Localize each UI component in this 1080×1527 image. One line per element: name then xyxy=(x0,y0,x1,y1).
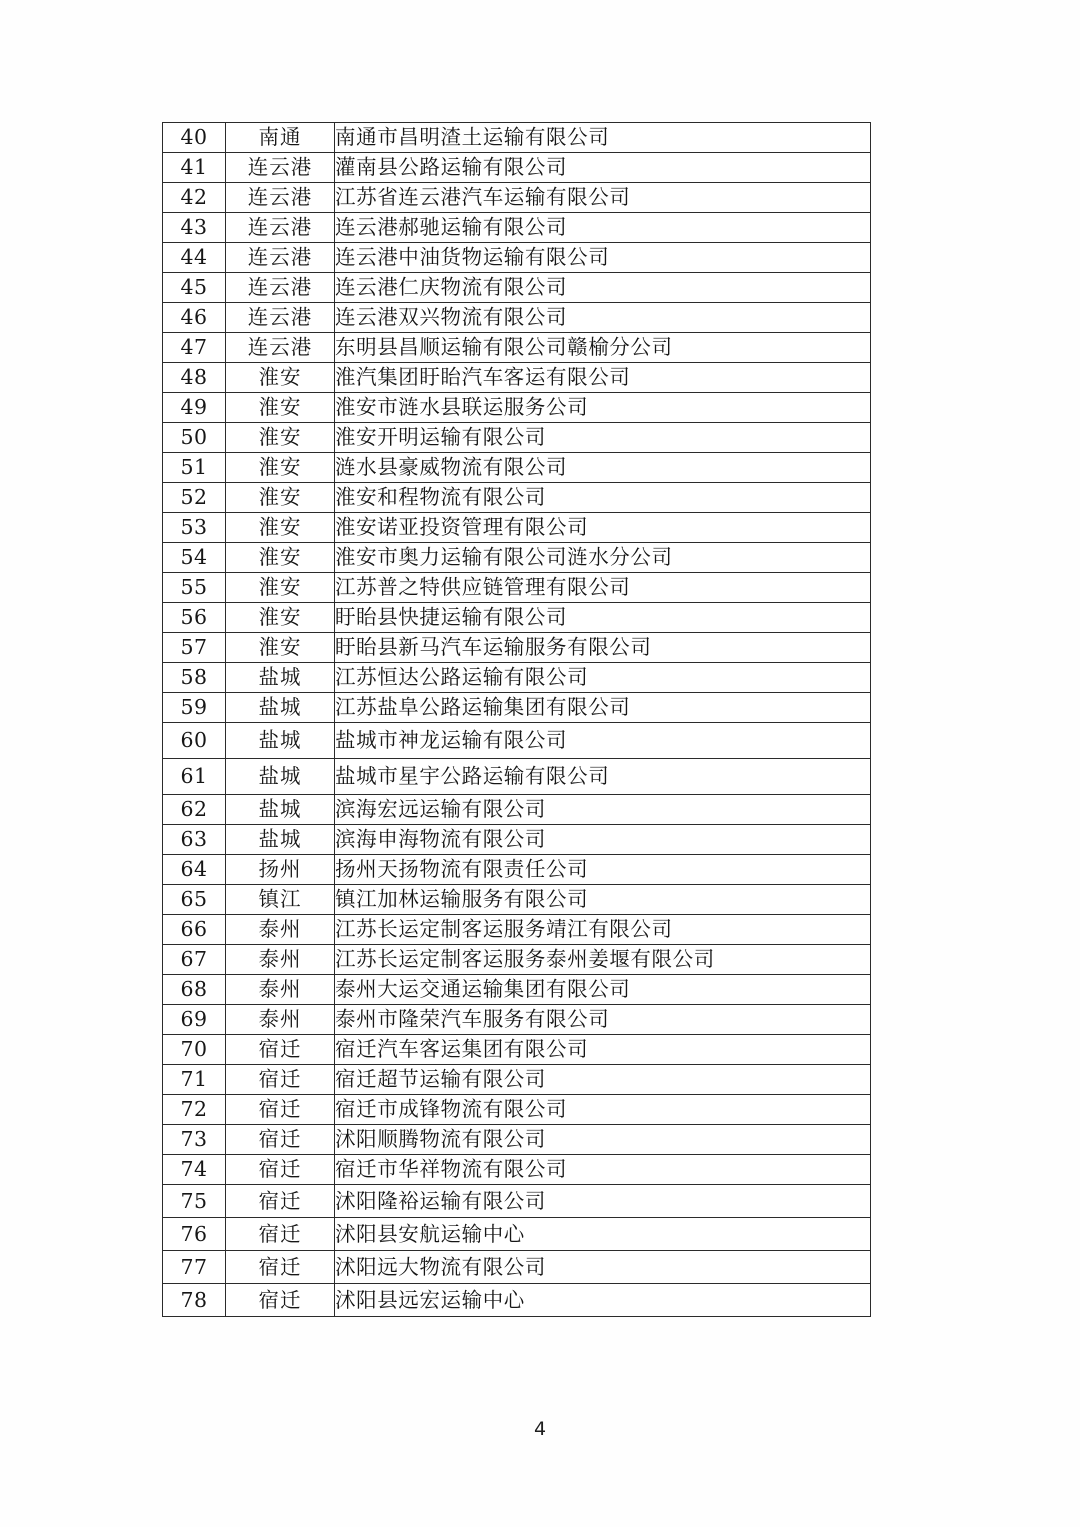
row-city-cell: 宿迁 xyxy=(226,1284,335,1317)
row-city-cell: 宿迁 xyxy=(226,1155,335,1185)
row-city-cell: 淮安 xyxy=(226,573,335,603)
row-index-cell: 47 xyxy=(163,333,226,363)
row-index-cell: 49 xyxy=(163,393,226,423)
row-city-cell: 盐城 xyxy=(226,723,335,759)
row-index-cell: 57 xyxy=(163,633,226,663)
table-row xyxy=(163,303,871,333)
row-company-name-cell: 沭阳县安航运输中心 xyxy=(335,1218,871,1251)
row-index-cell: 48 xyxy=(163,363,226,393)
table-row xyxy=(163,1065,871,1095)
row-city-cell: 盐城 xyxy=(226,759,335,795)
row-city-cell: 宿迁 xyxy=(226,1251,335,1284)
row-city-cell: 宿迁 xyxy=(226,1065,335,1095)
row-index-cell: 67 xyxy=(163,945,226,975)
row-index-cell: 53 xyxy=(163,513,226,543)
row-index-cell: 68 xyxy=(163,975,226,1005)
row-city-cell: 淮安 xyxy=(226,603,335,633)
row-city-cell: 宿迁 xyxy=(226,1218,335,1251)
table-row xyxy=(163,453,871,483)
row-company-name-cell: 连云港仁庆物流有限公司 xyxy=(335,273,871,303)
row-city-cell: 宿迁 xyxy=(226,1095,335,1125)
row-company-name-cell: 宿迁市华祥物流有限公司 xyxy=(335,1155,871,1185)
row-company-name-cell: 沭阳顺腾物流有限公司 xyxy=(335,1125,871,1155)
roster-table-container xyxy=(162,122,870,1317)
table-row xyxy=(163,1284,871,1317)
table-row xyxy=(163,663,871,693)
row-index-cell: 65 xyxy=(163,885,226,915)
row-company-name-cell: 盱眙县快捷运输有限公司 xyxy=(335,603,871,633)
table-row xyxy=(163,1035,871,1065)
row-city-cell: 淮安 xyxy=(226,633,335,663)
table-row xyxy=(163,183,871,213)
row-index-cell: 60 xyxy=(163,723,226,759)
row-city-cell: 连云港 xyxy=(226,183,335,213)
row-city-cell: 宿迁 xyxy=(226,1185,335,1218)
row-index-cell: 62 xyxy=(163,795,226,825)
table-row xyxy=(163,885,871,915)
table-row xyxy=(163,1005,871,1035)
row-company-name-cell: 盱眙县新马汽车运输服务有限公司 xyxy=(335,633,871,663)
table-row xyxy=(163,603,871,633)
row-company-name-cell: 江苏长运定制客运服务泰州姜堰有限公司 xyxy=(335,945,871,975)
row-city-cell: 淮安 xyxy=(226,393,335,423)
row-company-name-cell: 滨海申海物流有限公司 xyxy=(335,825,871,855)
row-city-cell: 淮安 xyxy=(226,483,335,513)
row-city-cell: 扬州 xyxy=(226,855,335,885)
row-index-cell: 63 xyxy=(163,825,226,855)
table-row xyxy=(163,1155,871,1185)
row-company-name-cell: 江苏省连云港汽车运输有限公司 xyxy=(335,183,871,213)
row-index-cell: 77 xyxy=(163,1251,226,1284)
row-company-name-cell: 江苏恒达公路运输有限公司 xyxy=(335,663,871,693)
row-index-cell: 52 xyxy=(163,483,226,513)
row-city-cell: 南通 xyxy=(226,123,335,153)
row-company-name-cell: 淮安诺亚投资管理有限公司 xyxy=(335,513,871,543)
row-city-cell: 连云港 xyxy=(226,213,335,243)
row-index-cell: 42 xyxy=(163,183,226,213)
row-company-name-cell: 江苏盐阜公路运输集团有限公司 xyxy=(335,693,871,723)
row-index-cell: 55 xyxy=(163,573,226,603)
row-city-cell: 泰州 xyxy=(226,915,335,945)
row-company-name-cell: 沭阳远大物流有限公司 xyxy=(335,1251,871,1284)
row-index-cell: 64 xyxy=(163,855,226,885)
row-city-cell: 宿迁 xyxy=(226,1035,335,1065)
row-company-name-cell: 连云港中油货物运输有限公司 xyxy=(335,243,871,273)
row-company-name-cell: 淮安市涟水县联运服务公司 xyxy=(335,393,871,423)
table-row xyxy=(163,393,871,423)
row-company-name-cell: 滨海宏远运输有限公司 xyxy=(335,795,871,825)
row-index-cell: 40 xyxy=(163,123,226,153)
table-row xyxy=(163,723,871,759)
table-row xyxy=(163,1095,871,1125)
row-index-cell: 43 xyxy=(163,213,226,243)
row-company-name-cell: 东明县昌顺运输有限公司赣榆分公司 xyxy=(335,333,871,363)
table-row xyxy=(163,423,871,453)
row-company-name-cell: 淮安开明运输有限公司 xyxy=(335,423,871,453)
table-row xyxy=(163,483,871,513)
row-index-cell: 61 xyxy=(163,759,226,795)
row-index-cell: 75 xyxy=(163,1185,226,1218)
row-index-cell: 45 xyxy=(163,273,226,303)
row-company-name-cell: 淮安和程物流有限公司 xyxy=(335,483,871,513)
row-city-cell: 淮安 xyxy=(226,543,335,573)
table-row xyxy=(163,273,871,303)
row-company-name-cell: 盐城市星宇公路运输有限公司 xyxy=(335,759,871,795)
row-city-cell: 连云港 xyxy=(226,303,335,333)
row-city-cell: 连云港 xyxy=(226,273,335,303)
row-index-cell: 78 xyxy=(163,1284,226,1317)
row-city-cell: 连云港 xyxy=(226,153,335,183)
row-index-cell: 74 xyxy=(163,1155,226,1185)
table-row xyxy=(163,123,871,153)
row-company-name-cell: 镇江加林运输服务有限公司 xyxy=(335,885,871,915)
row-company-name-cell: 灌南县公路运输有限公司 xyxy=(335,153,871,183)
table-row xyxy=(163,573,871,603)
row-city-cell: 连云港 xyxy=(226,243,335,273)
row-city-cell: 淮安 xyxy=(226,423,335,453)
row-city-cell: 盐城 xyxy=(226,663,335,693)
row-city-cell: 宿迁 xyxy=(226,1125,335,1155)
table-row xyxy=(163,693,871,723)
table-row xyxy=(163,975,871,1005)
roster-table xyxy=(162,122,871,1317)
row-index-cell: 50 xyxy=(163,423,226,453)
row-index-cell: 76 xyxy=(163,1218,226,1251)
row-city-cell: 泰州 xyxy=(226,975,335,1005)
row-index-cell: 66 xyxy=(163,915,226,945)
row-index-cell: 59 xyxy=(163,693,226,723)
row-index-cell: 73 xyxy=(163,1125,226,1155)
row-company-name-cell: 沭阳县远宏运输中心 xyxy=(335,1284,871,1317)
table-row xyxy=(163,915,871,945)
table-row xyxy=(163,513,871,543)
row-city-cell: 盐城 xyxy=(226,825,335,855)
row-company-name-cell: 南通市昌明渣土运输有限公司 xyxy=(335,123,871,153)
row-company-name-cell: 盐城市神龙运输有限公司 xyxy=(335,723,871,759)
row-company-name-cell: 江苏普之特供应链管理有限公司 xyxy=(335,573,871,603)
table-row xyxy=(163,1125,871,1155)
table-row xyxy=(163,825,871,855)
row-index-cell: 71 xyxy=(163,1065,226,1095)
table-row xyxy=(163,945,871,975)
table-row xyxy=(163,243,871,273)
row-index-cell: 44 xyxy=(163,243,226,273)
table-row xyxy=(163,153,871,183)
row-company-name-cell: 扬州天扬物流有限责任公司 xyxy=(335,855,871,885)
row-company-name-cell: 连云港郝驰运输有限公司 xyxy=(335,213,871,243)
row-company-name-cell: 宿迁汽车客运集团有限公司 xyxy=(335,1035,871,1065)
row-city-cell: 连云港 xyxy=(226,333,335,363)
table-row xyxy=(163,1218,871,1251)
row-city-cell: 盐城 xyxy=(226,693,335,723)
row-company-name-cell: 涟水县豪威物流有限公司 xyxy=(335,453,871,483)
row-company-name-cell: 淮汽集团盱眙汽车客运有限公司 xyxy=(335,363,871,393)
row-company-name-cell: 淮安市奥力运输有限公司涟水分公司 xyxy=(335,543,871,573)
page-number: 4 xyxy=(533,1418,547,1440)
row-company-name-cell: 连云港双兴物流有限公司 xyxy=(335,303,871,333)
row-index-cell: 58 xyxy=(163,663,226,693)
row-company-name-cell: 江苏长运定制客运服务靖江有限公司 xyxy=(335,915,871,945)
row-city-cell: 淮安 xyxy=(226,513,335,543)
table-row xyxy=(163,855,871,885)
row-city-cell: 淮安 xyxy=(226,453,335,483)
table-row xyxy=(163,333,871,363)
row-city-cell: 盐城 xyxy=(226,795,335,825)
row-index-cell: 54 xyxy=(163,543,226,573)
row-city-cell: 镇江 xyxy=(226,885,335,915)
row-company-name-cell: 宿迁超节运输有限公司 xyxy=(335,1065,871,1095)
table-row xyxy=(163,633,871,663)
row-index-cell: 41 xyxy=(163,153,226,183)
row-index-cell: 69 xyxy=(163,1005,226,1035)
row-index-cell: 70 xyxy=(163,1035,226,1065)
table-row xyxy=(163,543,871,573)
row-company-name-cell: 泰州市隆荣汽车服务有限公司 xyxy=(335,1005,871,1035)
row-company-name-cell: 泰州大运交通运输集团有限公司 xyxy=(335,975,871,1005)
row-index-cell: 56 xyxy=(163,603,226,633)
row-index-cell: 46 xyxy=(163,303,226,333)
row-index-cell: 51 xyxy=(163,453,226,483)
row-company-name-cell: 宿迁市成锋物流有限公司 xyxy=(335,1095,871,1125)
row-index-cell: 72 xyxy=(163,1095,226,1125)
row-city-cell: 泰州 xyxy=(226,945,335,975)
table-row xyxy=(163,759,871,795)
table-row xyxy=(163,1251,871,1284)
table-row xyxy=(163,1185,871,1218)
row-city-cell: 淮安 xyxy=(226,363,335,393)
table-row xyxy=(163,363,871,393)
row-city-cell: 泰州 xyxy=(226,1005,335,1035)
row-company-name-cell: 沭阳隆裕运输有限公司 xyxy=(335,1185,871,1218)
roster-table-body xyxy=(163,123,871,1317)
table-row xyxy=(163,795,871,825)
table-row xyxy=(163,213,871,243)
